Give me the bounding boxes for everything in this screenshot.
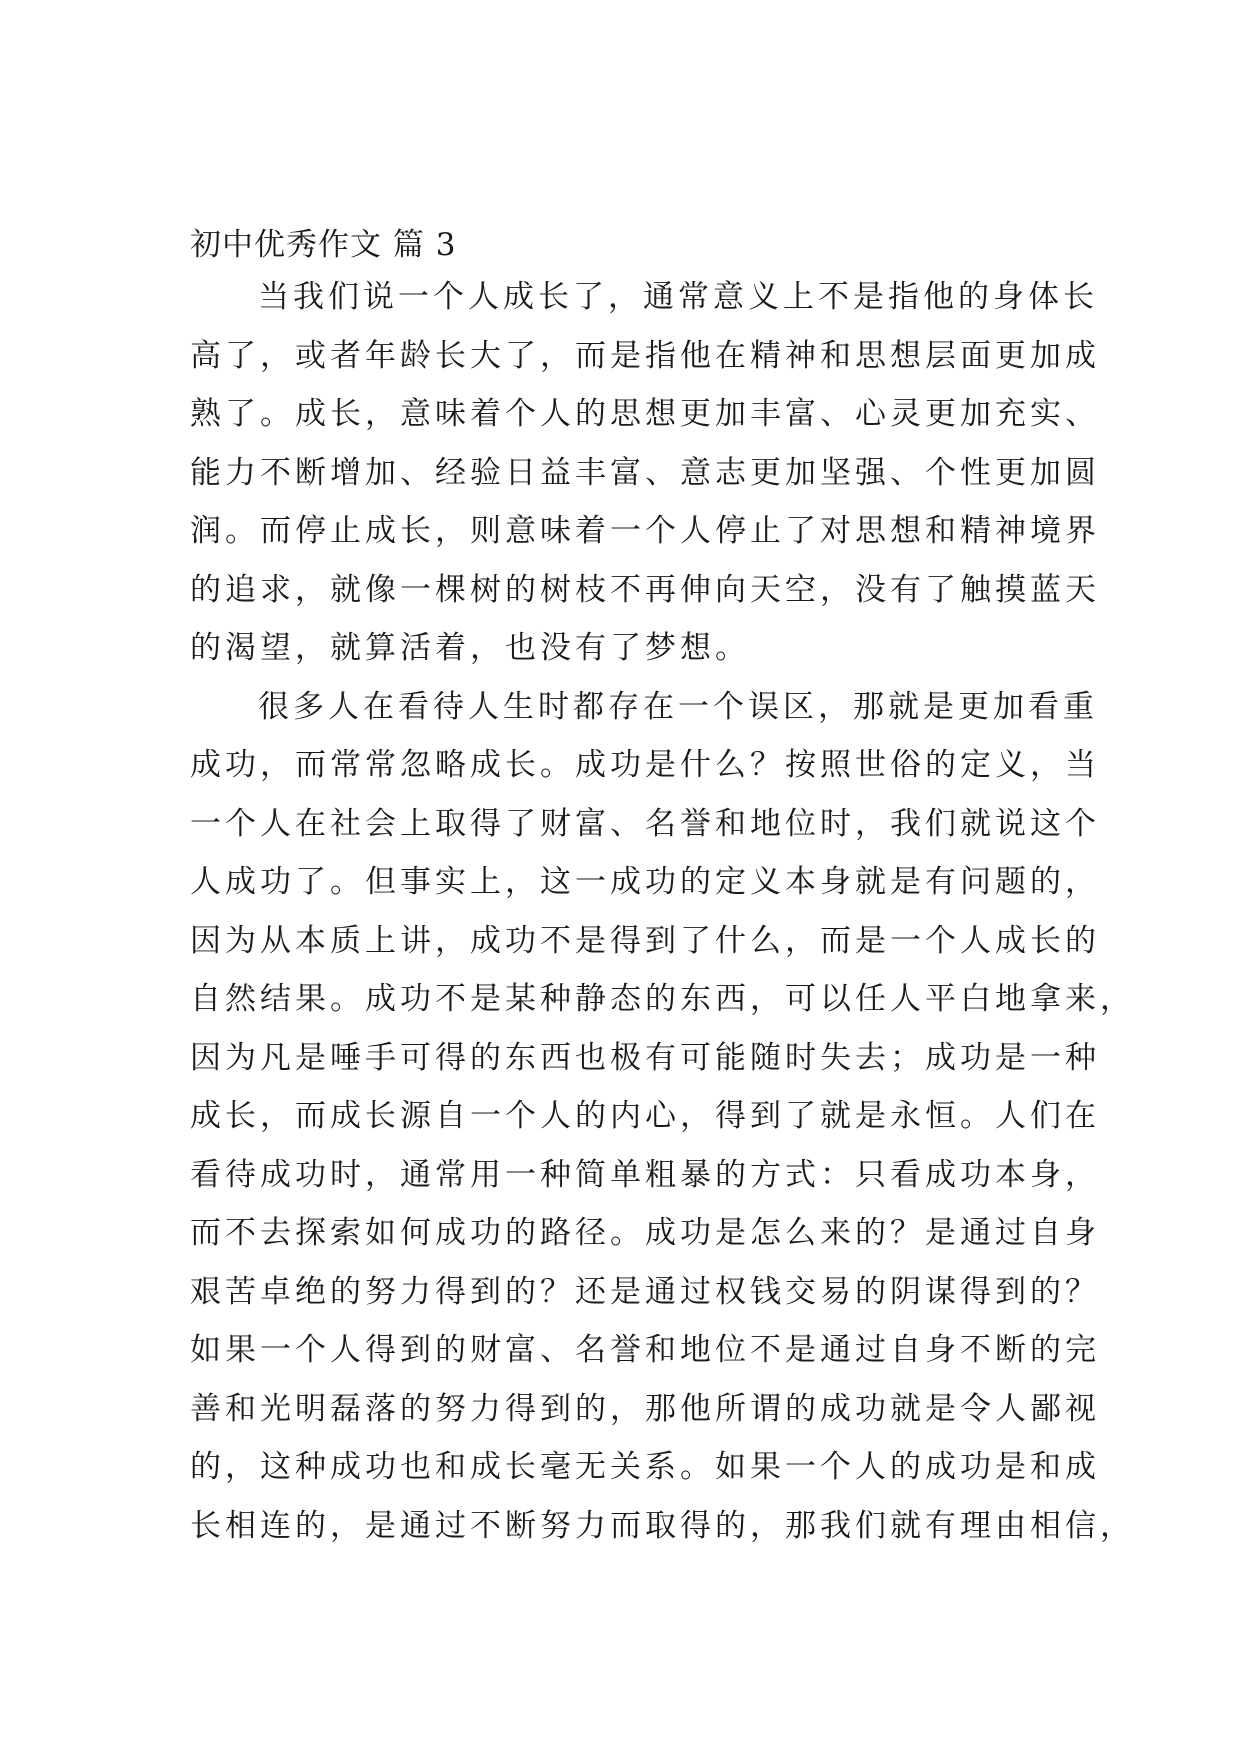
- text-line: 因为从本质上讲，成功不是得到了什么，而是一个人成长的: [190, 922, 1100, 959]
- text-line: 如果一个人得到的财富、名誉和地位不是通过自身不断的完: [190, 1332, 1100, 1368]
- text-line: 的，这种成功也和成长毫无关系。如果一个人的成功是和成: [190, 1449, 1100, 1485]
- text-line: 一个人在社会上取得了财富、名誉和地位时，我们就说这个: [190, 805, 1100, 842]
- text-line: 长相连的，是通过不断努力而取得的，那我们就有理由相信，: [190, 1507, 1135, 1544]
- text-line: 因为凡是唾手可得的东西也极有可能随时失去；成功是一种: [190, 1039, 1100, 1076]
- document-title: 初中优秀作文 篇 3: [190, 227, 457, 263]
- text-line: 高了，或者年龄长大了，而是指他在精神和思想层面更加成: [190, 337, 1100, 374]
- text-line: 看待成功时，通常用一种简单粗暴的方式：只看成功本身，: [190, 1156, 1100, 1193]
- text-line: 熟了。成长，意味着个人的思想更加丰富、心灵更加充实、: [190, 396, 1100, 432]
- text-line: 润。而停止成长，则意味着一个人停止了对思想和精神境界: [190, 513, 1100, 549]
- text-line: 而不去探索如何成功的路径。成功是怎么来的？是通过自身: [190, 1215, 1100, 1251]
- text-line: 的追求，就像一棵树的树枝不再伸向天空，没有了触摸蓝天: [190, 571, 1100, 608]
- text-line: 成长，而成长源自一个人的内心，得到了就是永恒。人们在: [190, 1098, 1100, 1134]
- paragraph-2: [190, 678, 1135, 1556]
- text-line: 人成功了。但事实上，这一成功的定义本身就是有问题的，: [190, 864, 1100, 900]
- text-line: 善和光明磊落的努力得到的，那他所谓的成功就是令人鄙视: [190, 1390, 1100, 1427]
- text-line: 能力不断增加、经验日益丰富、意志更加坚强、个性更加圆: [190, 454, 1100, 491]
- text-line: 很多人在看待人生时都存在一个误区，那就是更加看重: [258, 688, 1098, 725]
- paragraph-1: [190, 268, 1100, 678]
- text-line: 成功，而常常忽略成长。成功是什么？按照世俗的定义，当: [190, 747, 1100, 783]
- text-line: 的渴望，就算活着，也没有了梦想。: [190, 630, 750, 666]
- text-line: 艰苦卓绝的努力得到的？还是通过权钱交易的阴谋得到的？: [190, 1273, 1100, 1310]
- document-body: [190, 222, 1135, 1555]
- text-line: 自然结果。成功不是某种静态的东西，可以任人平白地拿来，: [190, 981, 1135, 1017]
- text-line: 当我们说一个人成长了，通常意义上不是指他的身体长: [258, 279, 1098, 315]
